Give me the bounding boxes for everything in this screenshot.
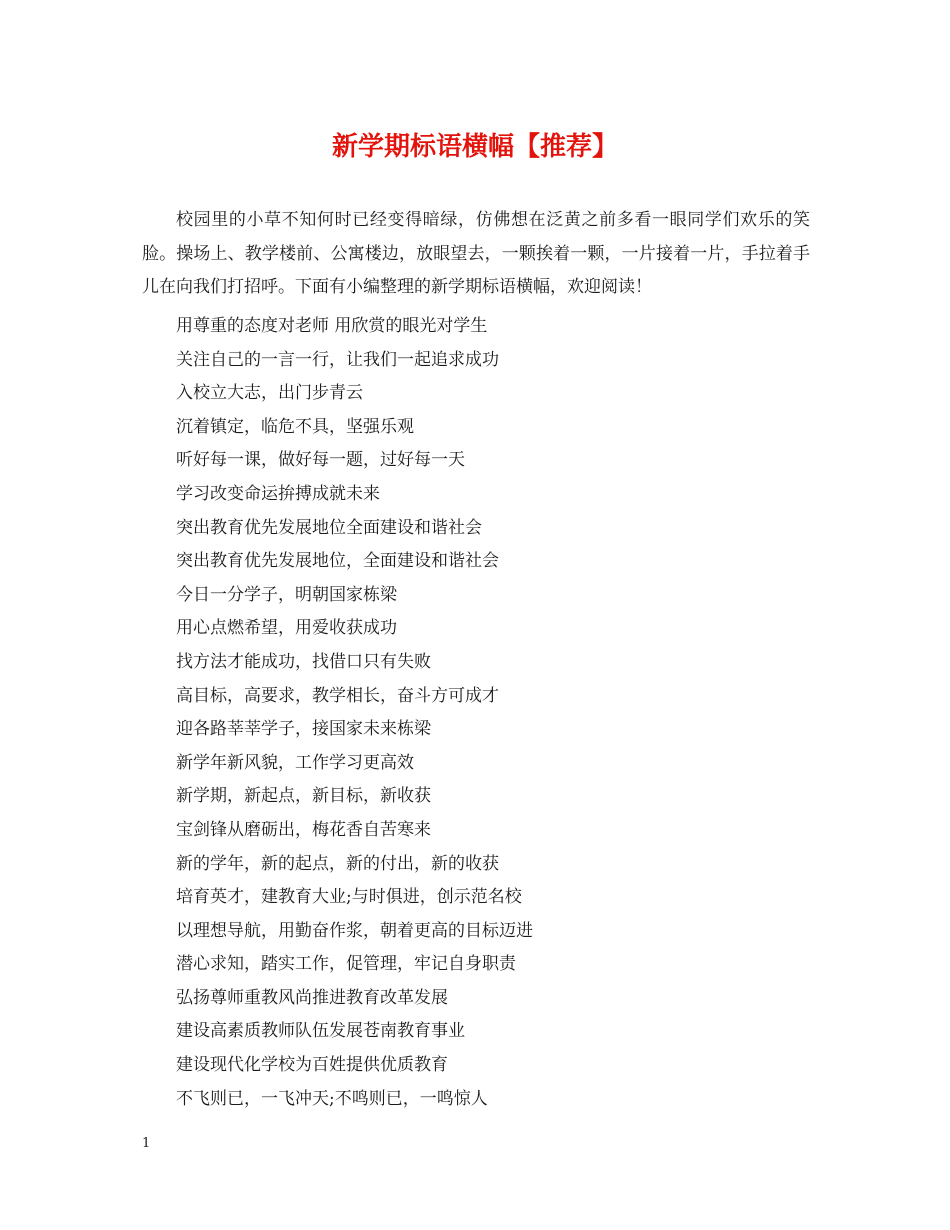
slogan-item: 迎各路莘莘学子，接国家未来栋梁 — [176, 719, 431, 740]
slogan-item: 听好每一课，做好每一题，过好每一天 — [176, 450, 465, 471]
slogan-item: 突出教育优先发展地位，全面建设和谐社会 — [176, 551, 499, 572]
slogan-item: 找方法才能成功，找借口只有失败 — [176, 651, 431, 672]
page-number: 1 — [142, 1136, 151, 1151]
slogan-item: 学习改变命运拚搏成就未来 — [176, 483, 380, 504]
slogan-item: 沉着镇定，临危不具，坚强乐观 — [176, 416, 414, 437]
slogan-item: 入校立大志，出门步青云 — [176, 383, 363, 404]
slogan-item: 新学期，新起点，新目标，新收获 — [176, 786, 431, 807]
document-title: 新学期标语横幅【推荐】 — [331, 132, 618, 162]
slogan-item: 宝剑锋从磨砺出，梅花香自苦寒来 — [176, 819, 431, 840]
slogan-item: 新的学年，新的起点，新的付出，新的收获 — [176, 853, 499, 874]
slogan-item: 培育英才，建教育大业;与时俱进，创示范名校 — [176, 887, 522, 908]
slogan-item: 弘扬尊师重教风尚推进教育改革发展 — [176, 987, 448, 1008]
intro-paragraph: 校园里的小草不知何时已经变得暗绿，仿佛想在泛黄之前多看一眼同学们欢乐的笑脸。操场上、教学楼前、公寓楼边，放眼望去，一颗挨着一颗，一片接着一片，手拉着手儿在向我们打招呼。下面有小编整理的新学期标语横幅，欢迎阅读！ — [142, 210, 810, 297]
slogan-item: 用心点燃希望，用爱收获成功 — [176, 618, 397, 639]
slogan-item: 突出教育优先发展地位全面建设和谐社会 — [176, 517, 482, 538]
slogan-item: 新学年新风貌，工作学习更高效 — [176, 752, 414, 773]
slogan-item: 不飞则已，一飞冲天;不鸣则已，一鸣惊人 — [176, 1088, 488, 1109]
slogan-item: 用尊重的态度对老师 用欣赏的眼光对学生 — [176, 316, 488, 336]
slogan-item: 高目标，高要求，教学相长，奋斗方可成才 — [176, 685, 499, 706]
slogan-item: 今日一分学子，明朝国家栋梁 — [176, 584, 397, 605]
slogan-item: 以理想导航，用勤奋作浆，朝着更高的目标迈进 — [176, 920, 533, 941]
slogan-item: 关注自己的一言一行，让我们一起追求成功 — [176, 349, 499, 370]
slogan-item: 建设高素质教师队伍发展苍南教育事业 — [176, 1021, 465, 1042]
slogan-list — [176, 310, 533, 1116]
slogan-item: 潜心求知，踏实工作，促管理，牢记自身职责 — [176, 954, 516, 975]
slogan-item: 建设现代化学校为百姓提供优质教育 — [176, 1055, 448, 1076]
